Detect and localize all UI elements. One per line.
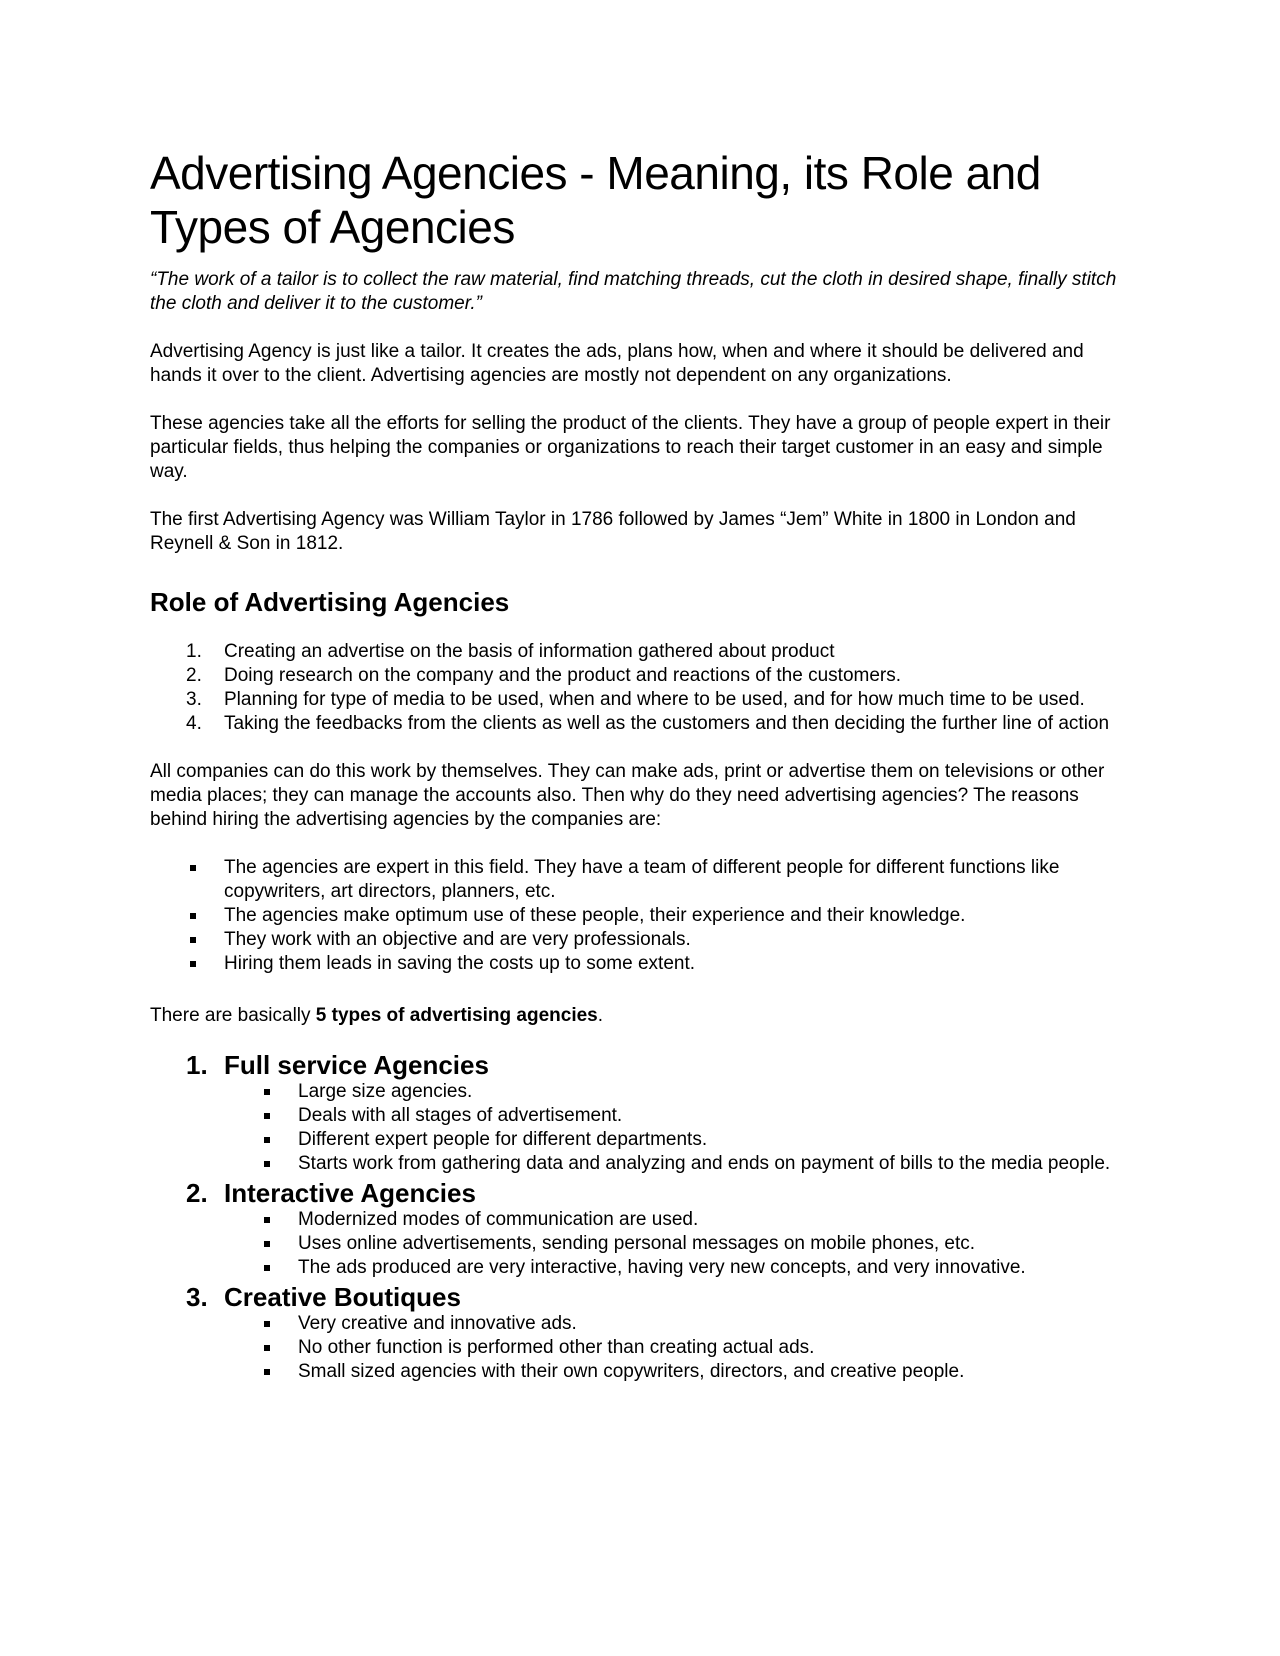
reason-text: Hiring them leads in saving the costs up to some extent. xyxy=(224,953,696,974)
feature-text: Uses online advertisements, sending personal messages on mobile phones, etc. xyxy=(298,1233,975,1254)
types-intro-text: There are basically xyxy=(150,1005,316,1026)
paragraph-intro: Advertising Agency is just like a tailor. It creates the ads, plans how, when and where it should be delivered and hands it over to the client. Advertising agencies are mostly not dependent on any organizations. xyxy=(150,341,1084,386)
type-heading xyxy=(150,1178,1130,1208)
type-interactive xyxy=(150,1178,1130,1280)
square-bullet-icon xyxy=(264,1137,270,1143)
role-item xyxy=(150,664,1130,688)
square-bullet-icon xyxy=(264,1089,270,1095)
square-bullet-icon xyxy=(264,1113,270,1119)
type-creative-boutiques xyxy=(150,1282,1130,1384)
feature-item xyxy=(150,1104,1130,1128)
type-heading xyxy=(150,1282,1130,1312)
type-name: Interactive Agencies xyxy=(224,1178,476,1208)
feature-list xyxy=(150,1080,1130,1176)
role-list xyxy=(150,640,1130,736)
feature-item xyxy=(150,1128,1130,1152)
feature-text: Modernized modes of communication are used. xyxy=(298,1209,699,1230)
role-text: Creating an advertise on the basis of information gathered about product xyxy=(224,641,835,662)
type-number: 3. xyxy=(186,1282,208,1312)
feature-text: Large size agencies. xyxy=(298,1081,473,1102)
tailor-quote: “The work of a tailor is to collect the raw material, find matching threads, cut the cloth in desired shape, finally stitch the cloth and deliver it to the customer.” xyxy=(150,269,1117,314)
square-bullet-icon xyxy=(264,1321,270,1327)
types-intro xyxy=(150,1004,1130,1028)
square-bullet-icon xyxy=(264,1161,270,1167)
reason-text: The agencies are expert in this field. They have a team of different people for different functions like copywriters, art directors, planners, etc. xyxy=(224,857,1060,902)
feature-text: Deals with all stages of advertisement. xyxy=(298,1105,623,1126)
reason-item xyxy=(150,952,1130,976)
role-number: 4. xyxy=(186,713,202,734)
role-item xyxy=(150,688,1130,712)
feature-item xyxy=(150,1080,1130,1104)
square-bullet-icon xyxy=(190,913,196,919)
square-bullet-icon xyxy=(264,1345,270,1351)
reason-item xyxy=(150,856,1130,904)
role-number: 3. xyxy=(186,689,202,710)
feature-item xyxy=(150,1360,1130,1384)
paragraph-history: The first Advertising Agency was William Taylor in 1786 followed by James “Jem” White in 1800 in London and Reynell & Son in 1812. xyxy=(150,509,1076,554)
role-item xyxy=(150,712,1130,736)
type-heading xyxy=(150,1050,1130,1080)
role-item xyxy=(150,640,1130,664)
type-number: 2. xyxy=(186,1178,208,1208)
feature-item xyxy=(150,1208,1130,1232)
type-name: Creative Boutiques xyxy=(224,1282,461,1312)
feature-item xyxy=(150,1336,1130,1360)
feature-item xyxy=(150,1256,1130,1280)
role-text: Taking the feedbacks from the clients as well as the customers and then deciding the further line of action xyxy=(224,713,1110,734)
square-bullet-icon xyxy=(190,961,196,967)
square-bullet-icon xyxy=(190,937,196,943)
types-intro-end: . xyxy=(597,1005,604,1026)
square-bullet-icon xyxy=(264,1217,270,1223)
type-number: 1. xyxy=(186,1050,208,1080)
feature-list xyxy=(150,1312,1130,1384)
feature-text: Starts work from gathering data and analyzing and ends on payment of bills to the media people. xyxy=(298,1153,1111,1174)
role-number: 2. xyxy=(186,665,202,686)
role-text: Doing research on the company and the product and reactions of the customers. xyxy=(224,665,902,686)
feature-text: The ads produced are very interactive, having very new concepts, and very innovative. xyxy=(298,1257,1026,1278)
reason-text: The agencies make optimum use of these people, their experience and their knowledge. xyxy=(224,905,966,926)
role-number: 1. xyxy=(186,641,202,662)
feature-text: Small sized agencies with their own copywriters, directors, and creative people. xyxy=(298,1361,965,1382)
square-bullet-icon xyxy=(264,1369,270,1375)
reason-text: They work with an objective and are very professionals. xyxy=(224,929,691,950)
feature-text: Different expert people for different departments. xyxy=(298,1129,708,1150)
feature-item xyxy=(150,1312,1130,1336)
reason-item xyxy=(150,904,1130,928)
type-full-service xyxy=(150,1050,1130,1176)
reasons-intro: All companies can do this work by themselves. They can make ads, print or advertise them on televisions or other media places; they can manage the accounts also. Then why do they need advertising agencies? The reasons behind hiring the advertising agencies by the companies are: xyxy=(150,761,1105,830)
square-bullet-icon xyxy=(264,1265,270,1271)
square-bullet-icon xyxy=(190,865,196,871)
page-title: Advertising Agencies - Meaning, its Role and Types of Agencies xyxy=(150,147,1041,253)
types-intro-bold: 5 types of advertising agencies xyxy=(315,1005,598,1026)
type-name: Full service Agencies xyxy=(224,1050,489,1080)
square-bullet-icon xyxy=(264,1241,270,1247)
reason-item xyxy=(150,928,1130,952)
reasons-list xyxy=(150,856,1130,976)
feature-item xyxy=(150,1152,1130,1176)
paragraph-efforts: These agencies take all the efforts for selling the product of the clients. They have a group of people expert in their particular fields, thus helping the companies or organizations to reach their target customer in an easy and simple way. xyxy=(150,413,1111,482)
feature-text: No other function is performed other than creating actual ads. xyxy=(298,1337,815,1358)
feature-item xyxy=(150,1232,1130,1256)
feature-text: Very creative and innovative ads. xyxy=(298,1313,577,1334)
role-heading: Role of Advertising Agencies xyxy=(150,587,510,617)
role-text: Planning for type of media to be used, when and where to be used, and for how much time to be used. xyxy=(224,689,1085,710)
feature-list xyxy=(150,1208,1130,1280)
